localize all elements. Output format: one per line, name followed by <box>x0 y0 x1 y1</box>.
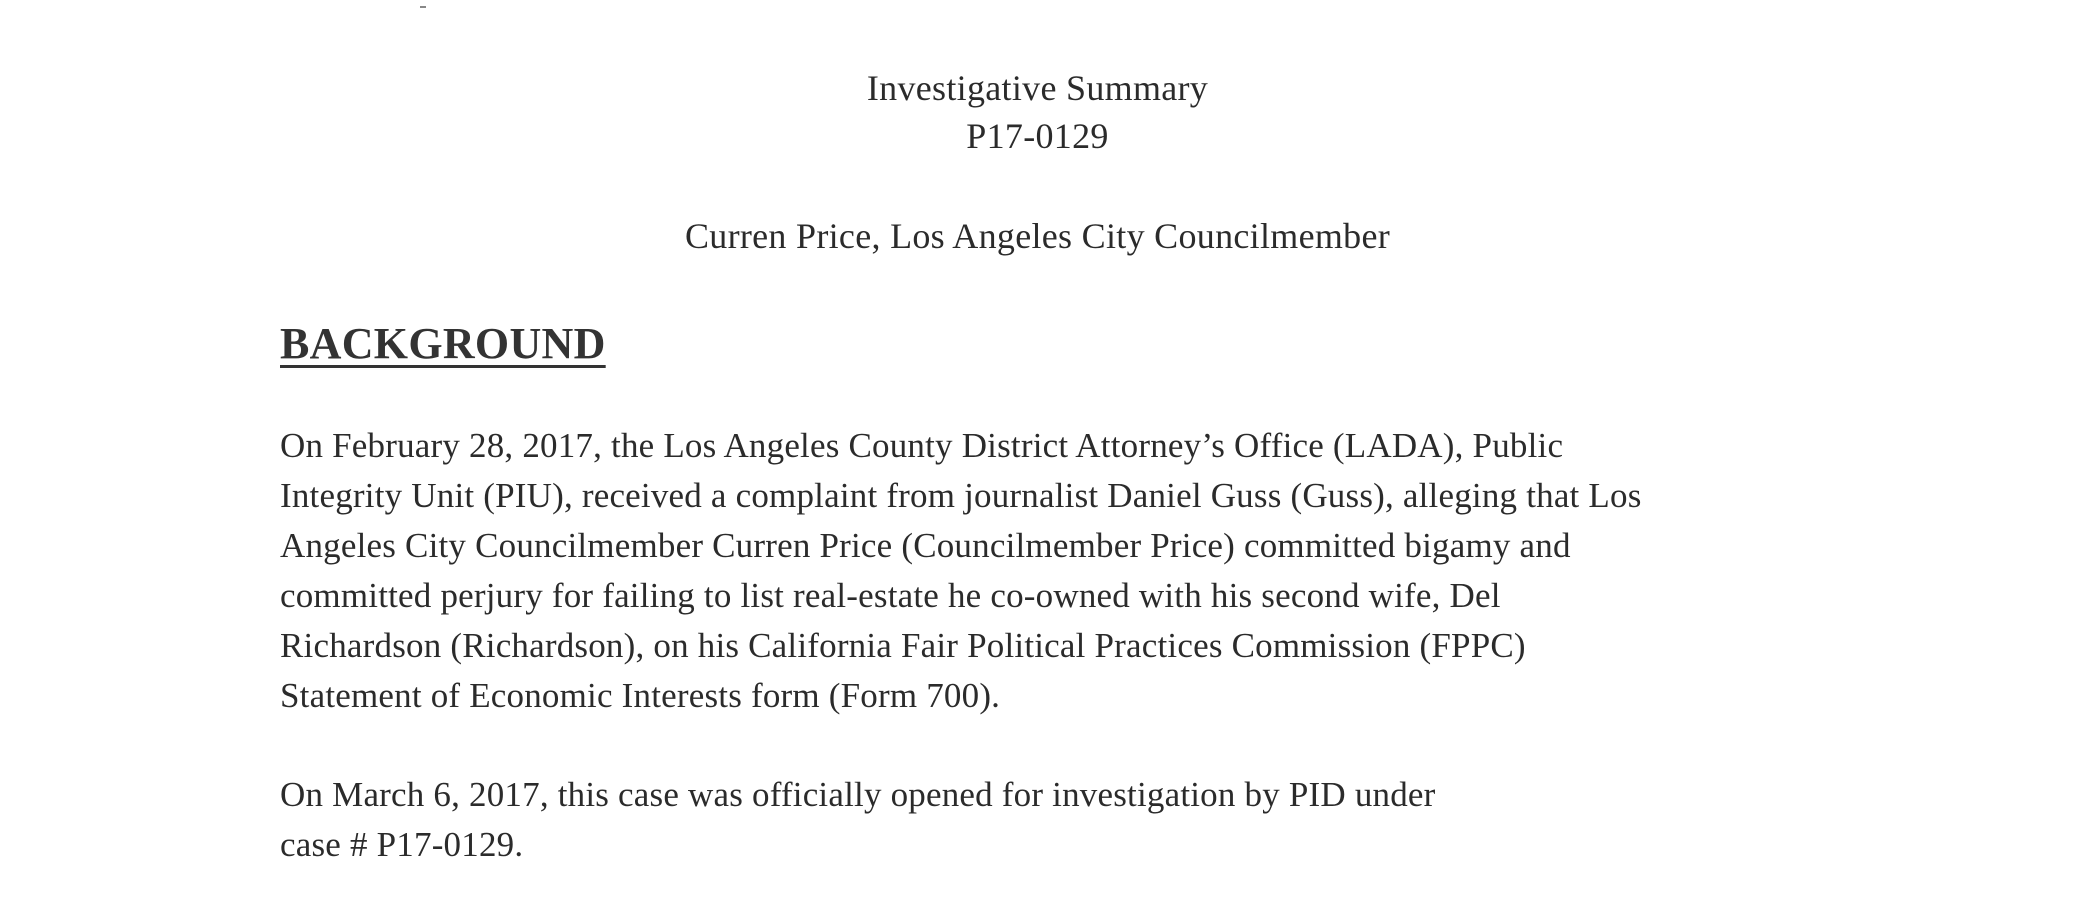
paragraph-line: Richardson (Richardson), on his California Fair Political Practices Commission (FPPC) <box>280 626 1526 665</box>
background-paragraph-1 <box>280 421 1840 721</box>
document-title: Investigative Summary <box>866 68 1209 108</box>
paragraph-line: Integrity Unit (PIU), received a complaint from journalist Daniel Guss (Guss), alleging that Los <box>280 476 1642 515</box>
paragraph-line: On March 6, 2017, this case was officially opened for investigation by PID under <box>280 775 1436 814</box>
paragraph-line: On February 28, 2017, the Los Angeles County District Attorney’s Office (LADA), Public <box>280 426 1564 465</box>
paragraph-line: Statement of Economic Interests form (Form 700). <box>280 676 1001 715</box>
paragraph-line: case # P17-0129. <box>280 825 524 864</box>
background-paragraph-2 <box>280 770 1680 870</box>
case-number: P17-0129 <box>966 116 1109 156</box>
scan-artifact <box>420 0 426 8</box>
subject-line: Curren Price, Los Angeles City Councilmember <box>684 216 1391 256</box>
paragraph-line: committed perjury for failing to list real-estate he co-owned with his second wife, Del <box>280 576 1501 615</box>
section-heading-background: BACKGROUND <box>280 319 606 368</box>
paragraph-line: Angeles City Councilmember Curren Price (Councilmember Price) committed bigamy and <box>280 526 1571 565</box>
